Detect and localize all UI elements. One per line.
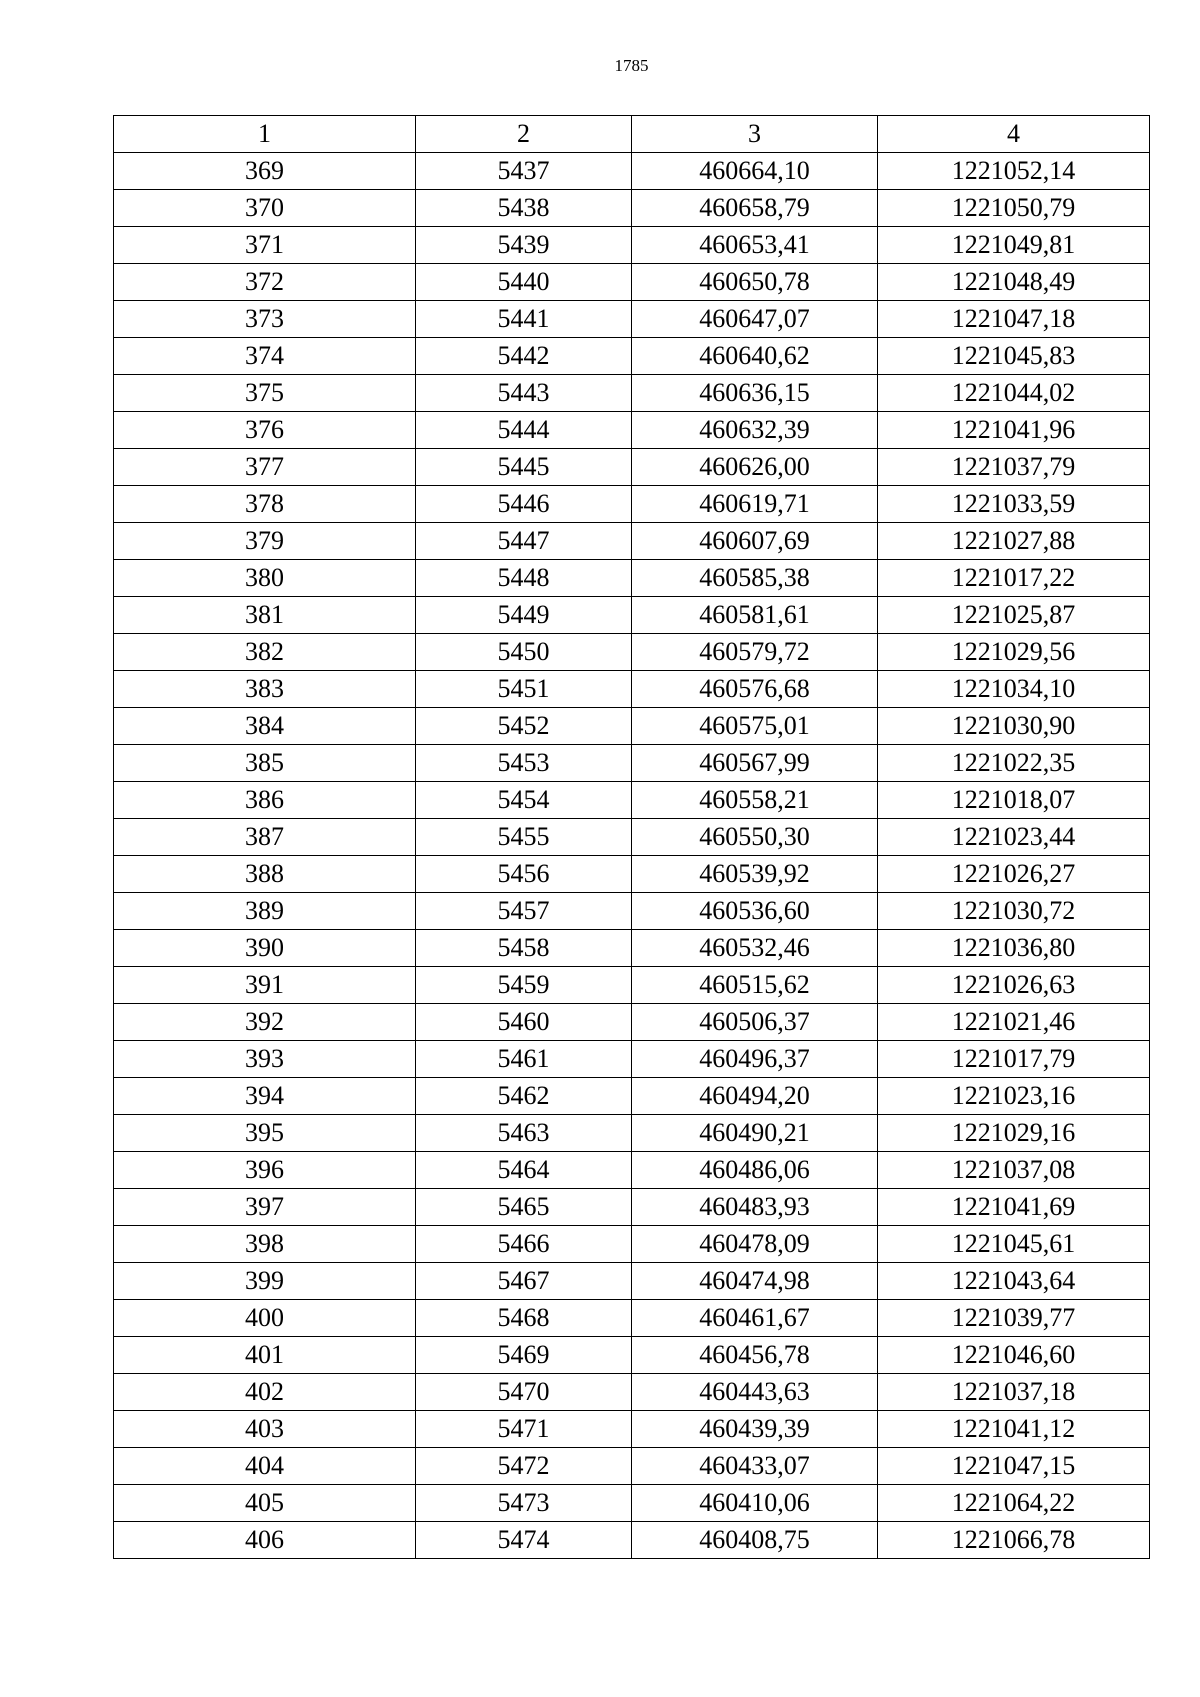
vertex-number-cell: 5442 (416, 338, 632, 375)
vertex-number-cell: 5445 (416, 449, 632, 486)
column-header-3: 3 (632, 116, 878, 153)
coordinates-table (113, 115, 1150, 1559)
table-row (114, 1300, 1150, 1337)
vertex-number-cell: 5455 (416, 819, 632, 856)
vertex-number-cell: 5457 (416, 893, 632, 930)
column-header-2: 2 (416, 116, 632, 153)
vertex-number-cell: 5448 (416, 560, 632, 597)
x-coordinate-cell: 460632,39 (632, 412, 878, 449)
x-coordinate-cell: 460483,93 (632, 1189, 878, 1226)
vertex-number-cell: 5440 (416, 264, 632, 301)
x-coordinate-cell: 460410,06 (632, 1485, 878, 1522)
x-coordinate-cell: 460658,79 (632, 190, 878, 227)
table-row (114, 449, 1150, 486)
vertex-number-cell: 5441 (416, 301, 632, 338)
point-number-cell: 381 (114, 597, 416, 634)
page-number: 1785 (614, 56, 649, 75)
table-row (114, 1522, 1150, 1559)
table-row (114, 856, 1150, 893)
y-coordinate-cell: 1221041,12 (878, 1411, 1150, 1448)
x-coordinate-cell: 460474,98 (632, 1263, 878, 1300)
x-coordinate-cell: 460486,06 (632, 1152, 878, 1189)
x-coordinate-cell: 460539,92 (632, 856, 878, 893)
point-number-cell: 395 (114, 1115, 416, 1152)
vertex-number-cell: 5449 (416, 597, 632, 634)
point-number-cell: 396 (114, 1152, 416, 1189)
point-number-cell: 389 (114, 893, 416, 930)
vertex-number-cell: 5465 (416, 1189, 632, 1226)
y-coordinate-cell: 1221034,10 (878, 671, 1150, 708)
table-row (114, 634, 1150, 671)
point-number-cell: 385 (114, 745, 416, 782)
x-coordinate-cell: 460576,68 (632, 671, 878, 708)
table-row (114, 819, 1150, 856)
vertex-number-cell: 5443 (416, 375, 632, 412)
y-coordinate-cell: 1221050,79 (878, 190, 1150, 227)
table-row (114, 1374, 1150, 1411)
vertex-number-cell: 5463 (416, 1115, 632, 1152)
x-coordinate-cell: 460575,01 (632, 708, 878, 745)
x-coordinate-cell: 460636,15 (632, 375, 878, 412)
point-number-cell: 386 (114, 782, 416, 819)
x-coordinate-cell: 460439,39 (632, 1411, 878, 1448)
point-number-cell: 392 (114, 1004, 416, 1041)
x-coordinate-cell: 460579,72 (632, 634, 878, 671)
table-row (114, 523, 1150, 560)
point-number-cell: 406 (114, 1522, 416, 1559)
x-coordinate-cell: 460490,21 (632, 1115, 878, 1152)
x-coordinate-cell: 460478,09 (632, 1226, 878, 1263)
table-row (114, 227, 1150, 264)
vertex-number-cell: 5464 (416, 1152, 632, 1189)
vertex-number-cell: 5458 (416, 930, 632, 967)
x-coordinate-cell: 460515,62 (632, 967, 878, 1004)
point-number-cell: 373 (114, 301, 416, 338)
y-coordinate-cell: 1221037,79 (878, 449, 1150, 486)
x-coordinate-cell: 460494,20 (632, 1078, 878, 1115)
y-coordinate-cell: 1221030,90 (878, 708, 1150, 745)
y-coordinate-cell: 1221039,77 (878, 1300, 1150, 1337)
point-number-cell: 388 (114, 856, 416, 893)
x-coordinate-cell: 460532,46 (632, 930, 878, 967)
y-coordinate-cell: 1221036,80 (878, 930, 1150, 967)
y-coordinate-cell: 1221064,22 (878, 1485, 1150, 1522)
x-coordinate-cell: 460456,78 (632, 1337, 878, 1374)
table-row (114, 967, 1150, 1004)
point-number-cell: 387 (114, 819, 416, 856)
point-number-cell: 375 (114, 375, 416, 412)
vertex-number-cell: 5467 (416, 1263, 632, 1300)
x-coordinate-cell: 460567,99 (632, 745, 878, 782)
y-coordinate-cell: 1221041,96 (878, 412, 1150, 449)
column-header-4: 4 (878, 116, 1150, 153)
table-row (114, 745, 1150, 782)
table-row (114, 1004, 1150, 1041)
x-coordinate-cell: 460650,78 (632, 264, 878, 301)
point-number-cell: 404 (114, 1448, 416, 1485)
vertex-number-cell: 5462 (416, 1078, 632, 1115)
vertex-number-cell: 5439 (416, 227, 632, 264)
table-row (114, 1448, 1150, 1485)
point-number-cell: 397 (114, 1189, 416, 1226)
y-coordinate-cell: 1221029,56 (878, 634, 1150, 671)
point-number-cell: 393 (114, 1041, 416, 1078)
x-coordinate-cell: 460647,07 (632, 301, 878, 338)
point-number-cell: 401 (114, 1337, 416, 1374)
vertex-number-cell: 5472 (416, 1448, 632, 1485)
point-number-cell: 399 (114, 1263, 416, 1300)
table-row (114, 671, 1150, 708)
x-coordinate-cell: 460443,63 (632, 1374, 878, 1411)
y-coordinate-cell: 1221033,59 (878, 486, 1150, 523)
table-row (114, 375, 1150, 412)
point-number-cell: 378 (114, 486, 416, 523)
y-coordinate-cell: 1221027,88 (878, 523, 1150, 560)
table-row (114, 560, 1150, 597)
point-number-cell: 402 (114, 1374, 416, 1411)
point-number-cell: 394 (114, 1078, 416, 1115)
y-coordinate-cell: 1221044,02 (878, 375, 1150, 412)
table-row (114, 412, 1150, 449)
y-coordinate-cell: 1221046,60 (878, 1337, 1150, 1374)
y-coordinate-cell: 1221045,83 (878, 338, 1150, 375)
x-coordinate-cell: 460408,75 (632, 1522, 878, 1559)
point-number-cell: 400 (114, 1300, 416, 1337)
vertex-number-cell: 5460 (416, 1004, 632, 1041)
table-row (114, 1485, 1150, 1522)
x-coordinate-cell: 460626,00 (632, 449, 878, 486)
vertex-number-cell: 5470 (416, 1374, 632, 1411)
vertex-number-cell: 5454 (416, 782, 632, 819)
table-row (114, 338, 1150, 375)
vertex-number-cell: 5447 (416, 523, 632, 560)
table-row (114, 1337, 1150, 1374)
x-coordinate-cell: 460581,61 (632, 597, 878, 634)
table-header-row (114, 116, 1150, 153)
x-coordinate-cell: 460585,38 (632, 560, 878, 597)
point-number-cell: 377 (114, 449, 416, 486)
vertex-number-cell: 5453 (416, 745, 632, 782)
vertex-number-cell: 5451 (416, 671, 632, 708)
table-row (114, 930, 1150, 967)
point-number-cell: 384 (114, 708, 416, 745)
y-coordinate-cell: 1221045,61 (878, 1226, 1150, 1263)
y-coordinate-cell: 1221066,78 (878, 1522, 1150, 1559)
point-number-cell: 391 (114, 967, 416, 1004)
x-coordinate-cell: 460664,10 (632, 153, 878, 190)
table-row (114, 893, 1150, 930)
point-number-cell: 403 (114, 1411, 416, 1448)
vertex-number-cell: 5461 (416, 1041, 632, 1078)
point-number-cell: 380 (114, 560, 416, 597)
y-coordinate-cell: 1221026,27 (878, 856, 1150, 893)
x-coordinate-cell: 460461,67 (632, 1300, 878, 1337)
table-row (114, 190, 1150, 227)
vertex-number-cell: 5471 (416, 1411, 632, 1448)
x-coordinate-cell: 460653,41 (632, 227, 878, 264)
table-row (114, 782, 1150, 819)
vertex-number-cell: 5437 (416, 153, 632, 190)
table-row (114, 486, 1150, 523)
y-coordinate-cell: 1221023,44 (878, 819, 1150, 856)
y-coordinate-cell: 1221029,16 (878, 1115, 1150, 1152)
vertex-number-cell: 5452 (416, 708, 632, 745)
x-coordinate-cell: 460607,69 (632, 523, 878, 560)
x-coordinate-cell: 460640,62 (632, 338, 878, 375)
point-number-cell: 376 (114, 412, 416, 449)
y-coordinate-cell: 1221017,79 (878, 1041, 1150, 1078)
vertex-number-cell: 5468 (416, 1300, 632, 1337)
table-body (114, 116, 1150, 1559)
y-coordinate-cell: 1221023,16 (878, 1078, 1150, 1115)
y-coordinate-cell: 1221017,22 (878, 560, 1150, 597)
y-coordinate-cell: 1221052,14 (878, 153, 1150, 190)
vertex-number-cell: 5446 (416, 486, 632, 523)
y-coordinate-cell: 1221041,69 (878, 1189, 1150, 1226)
vertex-number-cell: 5444 (416, 412, 632, 449)
vertex-number-cell: 5473 (416, 1485, 632, 1522)
y-coordinate-cell: 1221025,87 (878, 597, 1150, 634)
y-coordinate-cell: 1221049,81 (878, 227, 1150, 264)
y-coordinate-cell: 1221043,64 (878, 1263, 1150, 1300)
y-coordinate-cell: 1221037,08 (878, 1152, 1150, 1189)
point-number-cell: 372 (114, 264, 416, 301)
y-coordinate-cell: 1221048,49 (878, 264, 1150, 301)
table-row (114, 1078, 1150, 1115)
x-coordinate-cell: 460496,37 (632, 1041, 878, 1078)
x-coordinate-cell: 460558,21 (632, 782, 878, 819)
column-header-1: 1 (114, 116, 416, 153)
vertex-number-cell: 5466 (416, 1226, 632, 1263)
point-number-cell: 379 (114, 523, 416, 560)
point-number-cell: 370 (114, 190, 416, 227)
point-number-cell: 405 (114, 1485, 416, 1522)
point-number-cell: 398 (114, 1226, 416, 1263)
x-coordinate-cell: 460536,60 (632, 893, 878, 930)
table-row (114, 1189, 1150, 1226)
y-coordinate-cell: 1221026,63 (878, 967, 1150, 1004)
table-row (114, 1152, 1150, 1189)
y-coordinate-cell: 1221022,35 (878, 745, 1150, 782)
table-row (114, 301, 1150, 338)
point-number-cell: 390 (114, 930, 416, 967)
vertex-number-cell: 5474 (416, 1522, 632, 1559)
y-coordinate-cell: 1221021,46 (878, 1004, 1150, 1041)
x-coordinate-cell: 460550,30 (632, 819, 878, 856)
y-coordinate-cell: 1221030,72 (878, 893, 1150, 930)
table-row (114, 1263, 1150, 1300)
point-number-cell: 382 (114, 634, 416, 671)
table-row (114, 708, 1150, 745)
vertex-number-cell: 5450 (416, 634, 632, 671)
vertex-number-cell: 5459 (416, 967, 632, 1004)
point-number-cell: 383 (114, 671, 416, 708)
point-number-cell: 371 (114, 227, 416, 264)
x-coordinate-cell: 460433,07 (632, 1448, 878, 1485)
vertex-number-cell: 5456 (416, 856, 632, 893)
table-row (114, 597, 1150, 634)
table-row (114, 1115, 1150, 1152)
y-coordinate-cell: 1221047,15 (878, 1448, 1150, 1485)
table-row (114, 264, 1150, 301)
y-coordinate-cell: 1221047,18 (878, 301, 1150, 338)
vertex-number-cell: 5469 (416, 1337, 632, 1374)
y-coordinate-cell: 1221037,18 (878, 1374, 1150, 1411)
point-number-cell: 374 (114, 338, 416, 375)
table-row (114, 153, 1150, 190)
table-row (114, 1226, 1150, 1263)
x-coordinate-cell: 460619,71 (632, 486, 878, 523)
table-row (114, 1041, 1150, 1078)
point-number-cell: 369 (114, 153, 416, 190)
table-row (114, 1411, 1150, 1448)
y-coordinate-cell: 1221018,07 (878, 782, 1150, 819)
x-coordinate-cell: 460506,37 (632, 1004, 878, 1041)
vertex-number-cell: 5438 (416, 190, 632, 227)
